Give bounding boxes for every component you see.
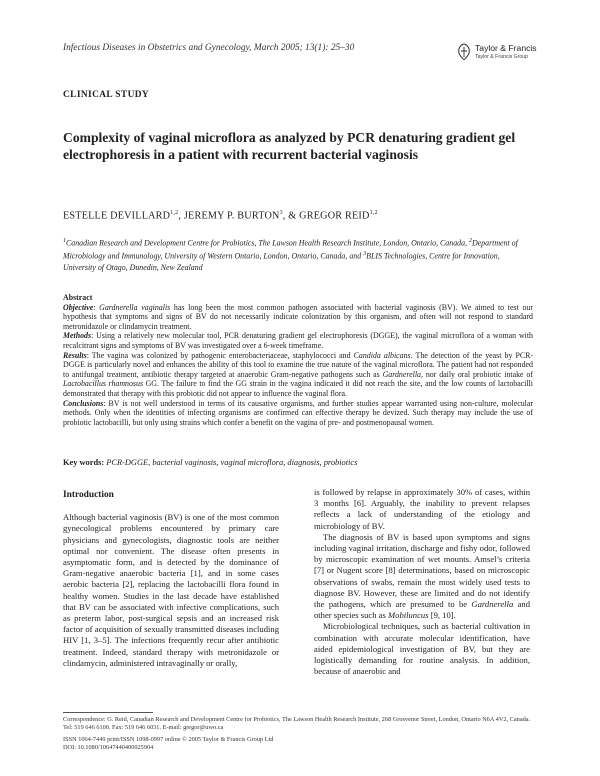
objective-label: Objective: [63, 302, 94, 312]
organism-name: Gardnerella: [382, 369, 421, 379]
abstract-conclusions: [63, 399, 533, 428]
body-paragraph: Although bacterial vaginosis (BV) is one of the most common gynecological problems encountered by primary care physicians and gynecologists, diagnostic tools are neither optimal nor convenient. The disease often presents in asymptomatic form, and is detected by the dominance of Gram-negative anaerobic bacteria [1], and in some cases aerobic bacteria [2], replacing the lactobacilli flora found in healthy women. Studies in the last decade have established that BV can be associated with infective complications, such as preterm labor, post-surgical sepsis and an increased risk factor of acquisition of sexually transmitted diseases including HIV [1, 3–5]. The infections frequently recur after antibiotic treatment. Indeed, standard therapy with metronidazole or clindamycin, administered intravaginally or orally,: [63, 512, 279, 668]
body-paragraph: is followed by relapse in approximately 30% of cases, within 3 months [6]. Arguably, the inability to prevent relapses reflects a lack of understanding of the etiology and microbiology of BV.: [314, 487, 530, 531]
abstract-results: [63, 351, 533, 399]
abstract-objective: [63, 303, 533, 332]
objective-text: has long been the most common pathogen associated with bacterial vaginosis (BV). We aimed to test our hypothesis that symptoms and signs of BV do not necessarily indicate colonization by this organism, and often will not respond to standard metronidazole or clindamycin treatment.: [63, 302, 533, 331]
author-affiliation-marker: 1,2: [369, 210, 378, 216]
methods-text: : Using a relatively new molecular tool, PCR denaturing gradient gel electrophoresis (DGGE), the vaginal microflora of a woman with recalcitrant signs and symptoms of BV was investigated over a 6-week timeframe.: [63, 331, 533, 350]
conclusions-label: Conclusions: [63, 398, 104, 408]
author-name: ESTELLE DEVILLARD: [63, 210, 171, 222]
objective-colon: :: [93, 302, 100, 312]
keywords-label: Key words:: [63, 458, 105, 467]
paragraph-text: [9, 10].: [428, 610, 456, 621]
author-affiliation-marker: 3: [279, 210, 283, 216]
paragraph-text: The diagnosis of BV is based upon symptoms and signs including vaginal irritation, discharge and fishy odor, followed by microscopic examination of wet mounts. Amsel’s criteria [7] or Nugent score [8] determinations, based on microscopic observations of swabs, remain the most widely used tests to diagnose BV. However, these are limited and do not identify the pathogens, which are presumed to be: [314, 531, 530, 610]
results-text: , nor daily oral probiotic intake of: [421, 369, 533, 379]
body-paragraph: Microbiological techniques, such as bacterial cultivation in combination with accurate molecular identification, have aided epidemiological investigation of BV, but they are logistically demanding for routine analysis. In addition, because of anaerobic and: [314, 621, 530, 677]
affiliation-marker: 1: [63, 238, 66, 244]
affiliation-text: BLIS Technologies, Centre for Innovation, University of Otago, Dunedin, New Zealand: [63, 251, 500, 273]
results-text: : The vagina was colonized by pathogenic enterobacteriaceae, staphylococci and: [86, 350, 354, 360]
publisher-logo: [456, 41, 546, 67]
journal-citation: Infectious Diseases in Obstetrics and Gynecology, March 2005; 13(1): 25–30: [63, 43, 355, 53]
issn-line: ISSN 1064-7449 print/ISSN 1098-0997 online © 2005 Taylor & Francis Group Ltd: [63, 735, 274, 743]
conclusions-text: : BV is not well understood in terms of its causative organisms, and further studies appear warranted using non-culture, molecular methods. Only when the identities of infecting organisms are confirmed can effective therapy be devized. Such therapy may include the use of probiotic lactobacilli, but only using strains which confer a benefit on the vagina of pre- and postmenopausal women.: [63, 398, 533, 427]
affiliation-text: Canadian Research and Development Centre for Probiotics, The Lawson Health Research Institute, London, Ontario, Canada,: [66, 238, 469, 248]
author-name: GREGOR REID: [299, 210, 370, 222]
organism-name: Mobiluncus: [387, 610, 429, 621]
methods-label: Methods: [63, 331, 92, 341]
keywords-value: PCR-DGGE, bacterial vaginosis, vaginal microflora, diagnosis, probiotics: [106, 458, 358, 467]
article-title: Complexity of vaginal microflora as analyzed by PCR denaturing gradient gel electrophoresis in a patient with recurrent bacterial vaginosis: [63, 130, 516, 162]
abstract-methods: [63, 331, 533, 350]
author-list: [63, 210, 378, 221]
affiliations: [63, 236, 533, 273]
organism-name: Candida albicans: [353, 350, 411, 360]
publisher-name: Taylor & Francis: [475, 43, 537, 53]
affiliation-marker: 2: [468, 238, 472, 244]
taylor-francis-logo-icon: [456, 43, 472, 61]
introduction-heading: Introduction: [63, 490, 114, 500]
organism-name: Gardnerella vaginalis: [99, 302, 171, 312]
paragraph-text: and other species such as: [314, 599, 530, 621]
footnote: [63, 712, 533, 753]
doi-line: DOI: 10.1080/10647440400025904: [63, 744, 154, 752]
author-separator: ,: [178, 210, 184, 222]
organism-name: Lactobacillus rhamnosus: [63, 379, 144, 389]
correspondence: Correspondence: G. Reid, Canadian Research and Development Centre for Probiotics, The Lawson Health Research Institute, 268 Grosvenor Street, London, Ontario N6A 4V2, Canada. Tel: 519 646 6100. Fax: 519 646 6031. E-mail: gregor@uwo.ca: [63, 716, 531, 732]
author-name: JEREMY P. BURTON: [183, 210, 280, 222]
section-label: CLINICAL STUDY: [63, 90, 150, 100]
affiliation-text: Department of Microbiology and Immunology, University of Western Ontario, London, Ontario, Canada, and: [63, 238, 518, 261]
keywords: [63, 458, 533, 467]
author-affiliation-marker: 1,2: [170, 210, 179, 216]
body-column-left: [63, 487, 279, 669]
abstract: [63, 293, 533, 427]
body-column-right: [314, 487, 530, 677]
publisher-group: Taylor & Francis Group: [475, 54, 529, 60]
body-paragraph: [314, 532, 530, 622]
organism-name: Gardnerella: [471, 599, 514, 610]
abstract-heading: Abstract: [63, 293, 93, 302]
affiliation-marker: 3: [363, 251, 367, 258]
footnote-rule: [63, 712, 153, 713]
results-text: GG. The failure to find the GG strain in the vagina indicated it did not reach the site, and the low counts of lactobacilli demonstrated that therapy with this probiotic did not appear to influence the vaginal flora.: [63, 379, 533, 398]
results-label: Results: [63, 350, 87, 360]
author-separator: , &: [282, 210, 300, 222]
results-text: . The detection of the yeast by PCR-DGGE is particularly novel and enhances the ability of this tool to examine the true nature of the vaginal microflora. The patient had not responded to antifungal treatment, antibiotic therapy targeted at anaerobic Gram-negative pathogens such as: [63, 350, 534, 379]
